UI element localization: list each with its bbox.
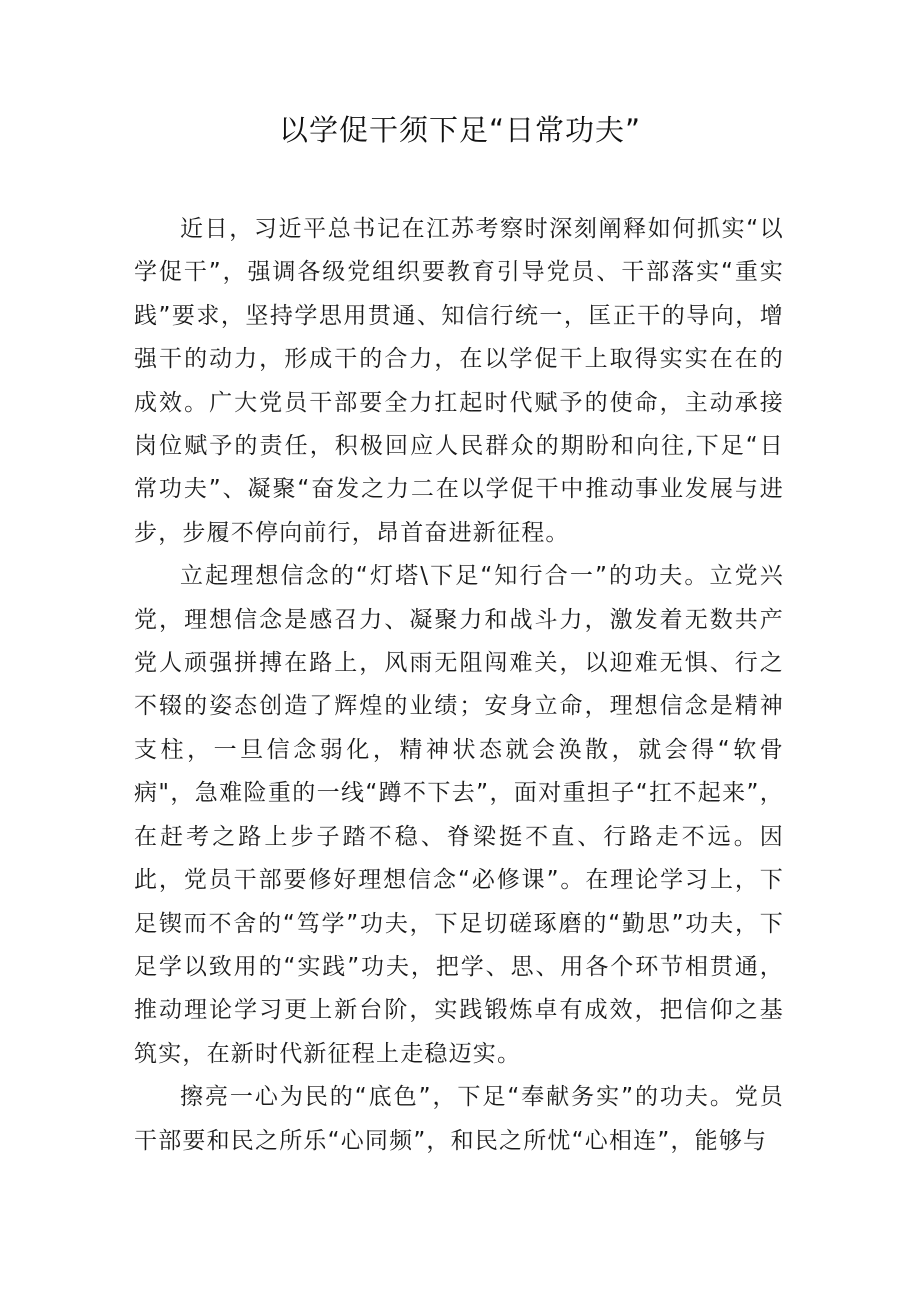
- paragraph-ideals-beliefs: 立起理想信念的“灯塔\下足“知行合一”的功夫。立党兴党，理想信念是感召力、凝聚力和战斗力，激发着无数共产党人顽强拼搏在路上，风雨无阻闯难关，以迎难无惧、行之不辍的姿态创造了辉煌的业绩；安身立命，理想信念是精神支柱，一旦信念弱化，精神状态就会涣散，就会得“软骨病"，急难险重的一线“蹲不下去”，面对重担子“扛不起来”，在赶考之路上步子踏不稳、脊梁挺不直、行路走不远。因此，党员干部要修好理想信念“必修课”。在理论学习上，下足锲而不舍的“笃学”功夫，下足切磋琢磨的“勤思”功夫，下足学以致用的“实践”功夫，把学、思、用各个环节相贯通，推动理论学习更上新台阶，实践锻炼卓有成效，把信仰之基筑实，在新时代新征程上走稳迈实。: [134, 563, 784, 1067]
- paragraph-serve-people: 擦亮一心为民的“底色”，下足“奉献务实”的功夫。党员干部要和民之所乐“心同频”，和民之所忧“心相连”，能够与: [134, 1084, 784, 1154]
- document-title: 以学促干须下足“日常功夫”: [278, 113, 642, 147]
- document-body: [134, 208, 784, 1163]
- paragraph-intro: 近日，习近平总书记在江苏考察时深刻阐释如何抓实“以学促干”，强调各级党组织要教育引导党员、干部落实“重实践”要求，坚持学思用贯通、知信行统一，匡正干的导向，增强干的动力，形成干的合力，在以学促干上取得实实在在的成效。广大党员干部要全力扛起时代赋予的使命，主动承接岗位赋予的责任，积极回应人民群众的期盼和向往,下足“日常功夫”、凝聚“奋发之力二在以学促干中推动事业发展与进步，步履不停向前行，昂首奋进新征程。: [134, 216, 784, 546]
